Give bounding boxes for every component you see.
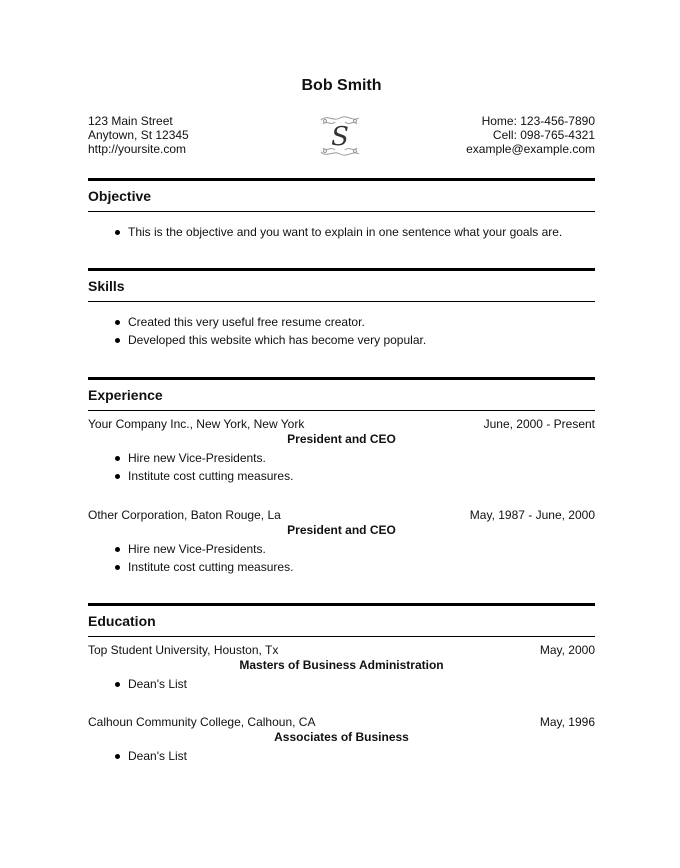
section-divider-thin — [88, 410, 595, 411]
entry-role: President and CEO — [287, 523, 396, 537]
email-link[interactable]: example@example.com — [466, 142, 595, 156]
list-item: Created this very useful free resume creator. — [88, 313, 595, 331]
monogram-letter: S — [331, 122, 349, 152]
section-divider-thick — [88, 377, 595, 380]
objective-section — [88, 178, 595, 241]
list-item: Institute cost cutting measures. — [88, 467, 595, 485]
skills-heading: Skills — [88, 278, 125, 294]
section-divider-thin — [88, 211, 595, 212]
skills-section — [88, 268, 595, 349]
contact-phone-block — [466, 114, 595, 156]
experience-heading: Experience — [88, 387, 163, 403]
list-item: This is the objective and you want to explain in one sentence what your goals are. — [88, 223, 595, 241]
entry-degree: Masters of Business Administration — [239, 658, 444, 672]
entry-organization: Calhoun Community College, Calhoun, CA — [88, 715, 316, 729]
resume-name: Bob Smith — [301, 77, 382, 94]
entry-organization: Your Company Inc., New York, New York — [88, 417, 305, 431]
section-divider-thin — [88, 301, 595, 302]
section-divider-thick — [88, 603, 595, 606]
address-line-1: 123 Main Street — [88, 114, 173, 128]
monogram-logo — [317, 112, 363, 160]
cell-phone: Cell: 098-765-4321 — [492, 128, 595, 142]
education-section — [88, 603, 595, 637]
section-divider-thick — [88, 178, 595, 181]
entry-role: President and CEO — [287, 432, 396, 446]
website-link[interactable]: http://yoursite.com — [88, 142, 187, 156]
entry-organization: Other Corporation, Baton Rouge, La — [88, 508, 281, 522]
entry-date: May, 1996 — [539, 715, 595, 729]
home-phone: Home: 123-456-7890 — [481, 114, 595, 128]
objective-heading: Objective — [88, 188, 152, 204]
experience-entry — [88, 508, 595, 576]
skills-list — [88, 313, 595, 349]
entry-date: May, 2000 — [539, 643, 595, 657]
entry-organization: Top Student University, Houston, Tx — [88, 643, 279, 657]
resume-page — [88, 0, 595, 868]
experience-section — [88, 377, 595, 411]
entry-date: June, 2000 - Present — [483, 417, 595, 431]
entry-date: May, 1987 - June, 2000 — [469, 508, 595, 522]
entry-honors — [88, 675, 595, 693]
section-divider-thin — [88, 636, 595, 637]
education-entry — [88, 643, 595, 693]
education-entry — [88, 715, 595, 765]
list-item: Dean's List — [88, 675, 595, 693]
entry-honors — [88, 747, 595, 765]
list-item: Dean's List — [88, 747, 595, 765]
address-line-2: Anytown, St 12345 — [88, 128, 189, 142]
entry-degree: Associates of Business — [274, 730, 409, 744]
list-item: Developed this website which has become very popular. — [88, 331, 595, 349]
objective-list — [88, 223, 595, 241]
experience-entry — [88, 417, 595, 485]
education-heading: Education — [88, 613, 156, 629]
section-divider-thick — [88, 268, 595, 271]
entry-duties — [88, 449, 595, 485]
entry-duties — [88, 540, 595, 576]
contact-address-block — [88, 114, 189, 156]
list-item: Hire new Vice-Presidents. — [88, 449, 595, 467]
list-item: Institute cost cutting measures. — [88, 558, 595, 576]
list-item: Hire new Vice-Presidents. — [88, 540, 595, 558]
